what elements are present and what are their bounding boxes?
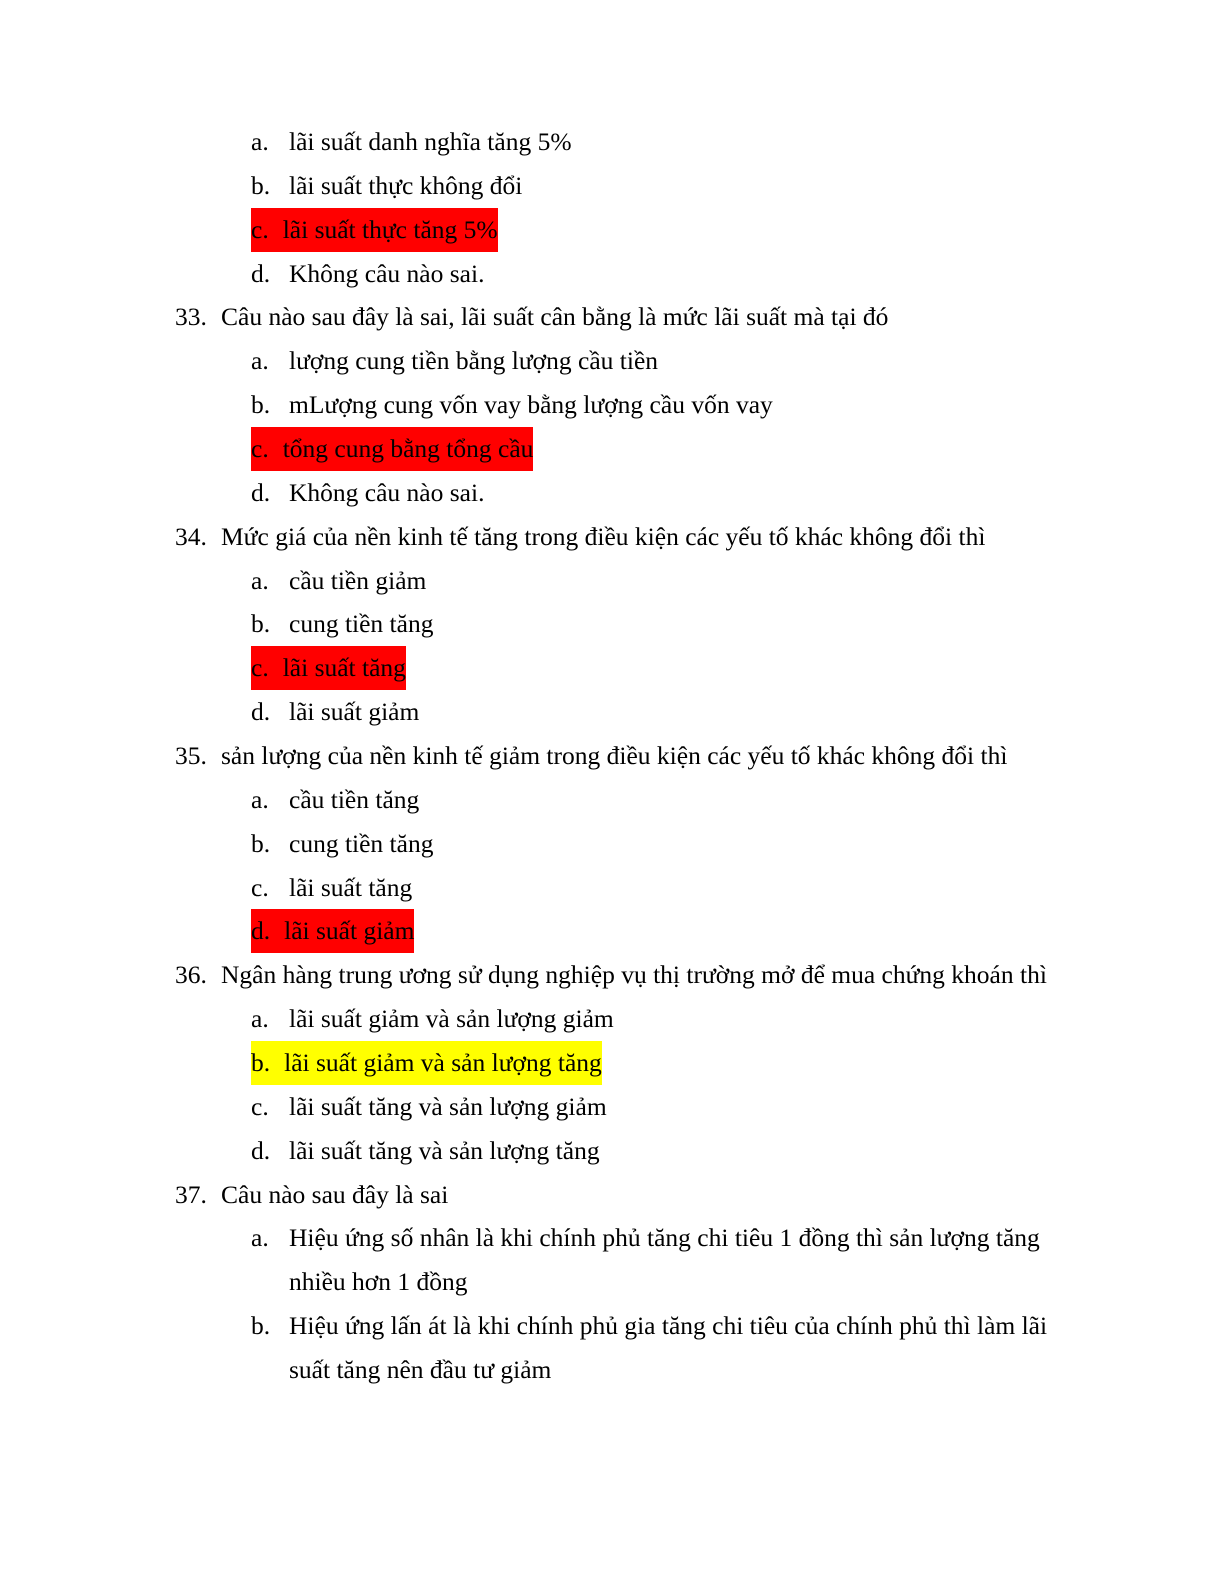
answer-option-letter: c. [251,646,283,690]
answer-option-text: lãi suất tăng [289,872,413,902]
question-number: 34. [175,521,207,551]
answer-option [175,164,1115,208]
answer-option [175,339,1115,383]
question-number: 37. [175,1179,207,1209]
answer-option-content [251,339,688,383]
answer-option-content [251,208,498,252]
answer-option-text: lãi suất tăng và sản lượng tăng [289,1135,600,1165]
answer-option-text: cung tiền tăng [289,828,434,858]
question-list [175,295,1115,1391]
answer-option [175,427,1115,471]
answer-option-letter: b. [251,828,271,858]
answer-option-letter: a. [251,1004,269,1034]
answer-option [175,120,1115,164]
answer-option-letter: c. [251,1091,269,1121]
answer-option-content [251,1304,1115,1392]
answer-option-letter: a. [251,127,269,156]
answer-option-letter: d. [251,258,271,288]
answer-option [175,208,1115,252]
answer-option-text: mLượng cung vốn vay bằng lượng cầu vốn vay [289,390,773,420]
answer-option-content [251,690,449,734]
answer-option-text: cung tiền tăng [289,609,434,639]
answer-option [175,1041,1115,1085]
question-text: sản lượng của nền kinh tế giảm trong điều kiện các yếu tố khác không đổi thì [221,741,1008,771]
question-block [175,515,1115,734]
answer-option-content [251,778,449,822]
answer-option-content [251,909,414,953]
answer-option-letter: b. [251,1041,284,1085]
answer-option-letter: b. [251,609,271,639]
answer-option-content [251,1041,602,1085]
answer-option-letter: d. [251,909,284,953]
answer-option-text: lãi suất tăng [283,646,406,690]
question-block [175,734,1115,953]
answer-option-text: cầu tiền tăng [289,784,420,814]
answer-option-letter: c. [251,208,283,252]
answer-option-content [251,164,552,208]
answer-option-text: lượng cung tiền bằng lượng cầu tiền [289,346,659,376]
answer-option [175,866,1115,910]
answer-option-list [175,997,1115,1172]
answer-option-text: lãi suất giảm [289,697,420,727]
answer-option-list [175,339,1115,514]
question-line [175,734,1115,778]
answer-option-letter: a. [251,346,269,376]
answer-option-content [251,646,406,690]
answer-option-content [251,252,514,296]
answer-option-text: cầu tiền giảm [289,565,427,595]
answer-option-content [251,866,442,910]
question-line [175,1173,1115,1217]
answer-option [175,646,1115,690]
answer-option [175,1085,1115,1129]
answer-option-content [251,997,644,1041]
answer-option [175,778,1115,822]
question-block [175,953,1115,1172]
answer-option [175,822,1115,866]
question-block [175,1173,1115,1392]
answer-option-letter: d. [251,1135,271,1165]
answer-option-letter: a. [251,784,269,814]
answer-option-content [251,822,463,866]
question-text: Ngân hàng trung ương sử dụng nghiệp vụ thị trường mở để mua chứng khoán thì [221,960,1047,990]
answer-option [175,383,1115,427]
answer-option-list [175,559,1115,734]
answer-option-text: Không câu nào sai. [289,258,485,288]
answer-option-letter: d. [251,477,271,507]
answer-option-text: lãi suất giảm và sản lượng tăng [284,1041,602,1085]
answer-option-text: tổng cung bằng tổng cầu [283,427,534,471]
answer-option [175,1129,1115,1173]
answer-option-letter: d. [251,697,271,727]
question-text: Câu nào sau đây là sai, lãi suất cân bằng là mức lãi suất mà tại đó [221,302,889,332]
answer-option-content [251,559,456,603]
answer-option [175,471,1115,515]
answer-option-content [251,1129,630,1173]
question-line [175,953,1115,997]
answer-option [175,252,1115,296]
question-line [175,295,1115,339]
answer-option-list [175,1216,1115,1391]
answer-option [175,1216,1115,1304]
answer-option-text: lãi suất tăng và sản lượng giảm [289,1091,607,1121]
answer-option-letter: a. [251,565,269,595]
answer-option-text: lãi suất giảm [284,909,414,953]
answer-option-content [251,1085,637,1129]
answer-option-content [251,120,602,164]
answer-option-text: Hiệu ứng lấn át là khi chính phủ gia tăng chi tiêu của chính phủ thì làm lãi suất tăng nên đầu tư giảm [289,1311,1048,1385]
answer-option [175,909,1115,953]
question-number: 36. [175,960,207,990]
answer-option-text: lãi suất giảm và sản lượng giảm [289,1004,614,1034]
question-number: 33. [175,302,207,332]
answer-option-letter: c. [251,427,283,471]
answer-option [175,602,1115,646]
answer-option-letter: b. [251,390,271,420]
answer-option-text: lãi suất thực tăng 5% [283,208,498,252]
answer-option [175,559,1115,603]
answer-option-text: lãi suất danh nghĩa tăng 5% [289,127,572,156]
answer-option [175,997,1115,1041]
question-number: 35. [175,741,207,771]
answer-option [175,690,1115,734]
answer-option-list [175,778,1115,953]
question-block [175,295,1115,514]
answer-option-content [251,383,803,427]
question-line [175,515,1115,559]
answer-option-content [251,471,514,515]
answer-option-letter: c. [251,872,269,902]
answer-option-letter: a. [251,1223,269,1253]
question-text: Mức giá của nền kinh tế tăng trong điều kiện các yếu tố khác không đổi thì [221,521,986,551]
orphan-option-list [175,120,1115,295]
answer-option-content [251,1216,1115,1304]
answer-option-text: Hiệu ứng số nhân là khi chính phủ tăng chi tiêu 1 đồng thì sản lượng tăng nhiều hơn 1 đồng [289,1223,1040,1297]
answer-option-content [251,602,463,646]
question-text: Câu nào sau đây là sai [221,1179,449,1209]
answer-option-text: lãi suất thực không đổi [289,170,523,200]
answer-option-text: Không câu nào sai. [289,477,485,507]
answer-option [175,1304,1115,1392]
answer-option-letter: b. [251,170,271,200]
answer-option-letter: b. [251,1311,271,1341]
answer-option-content [251,427,533,471]
